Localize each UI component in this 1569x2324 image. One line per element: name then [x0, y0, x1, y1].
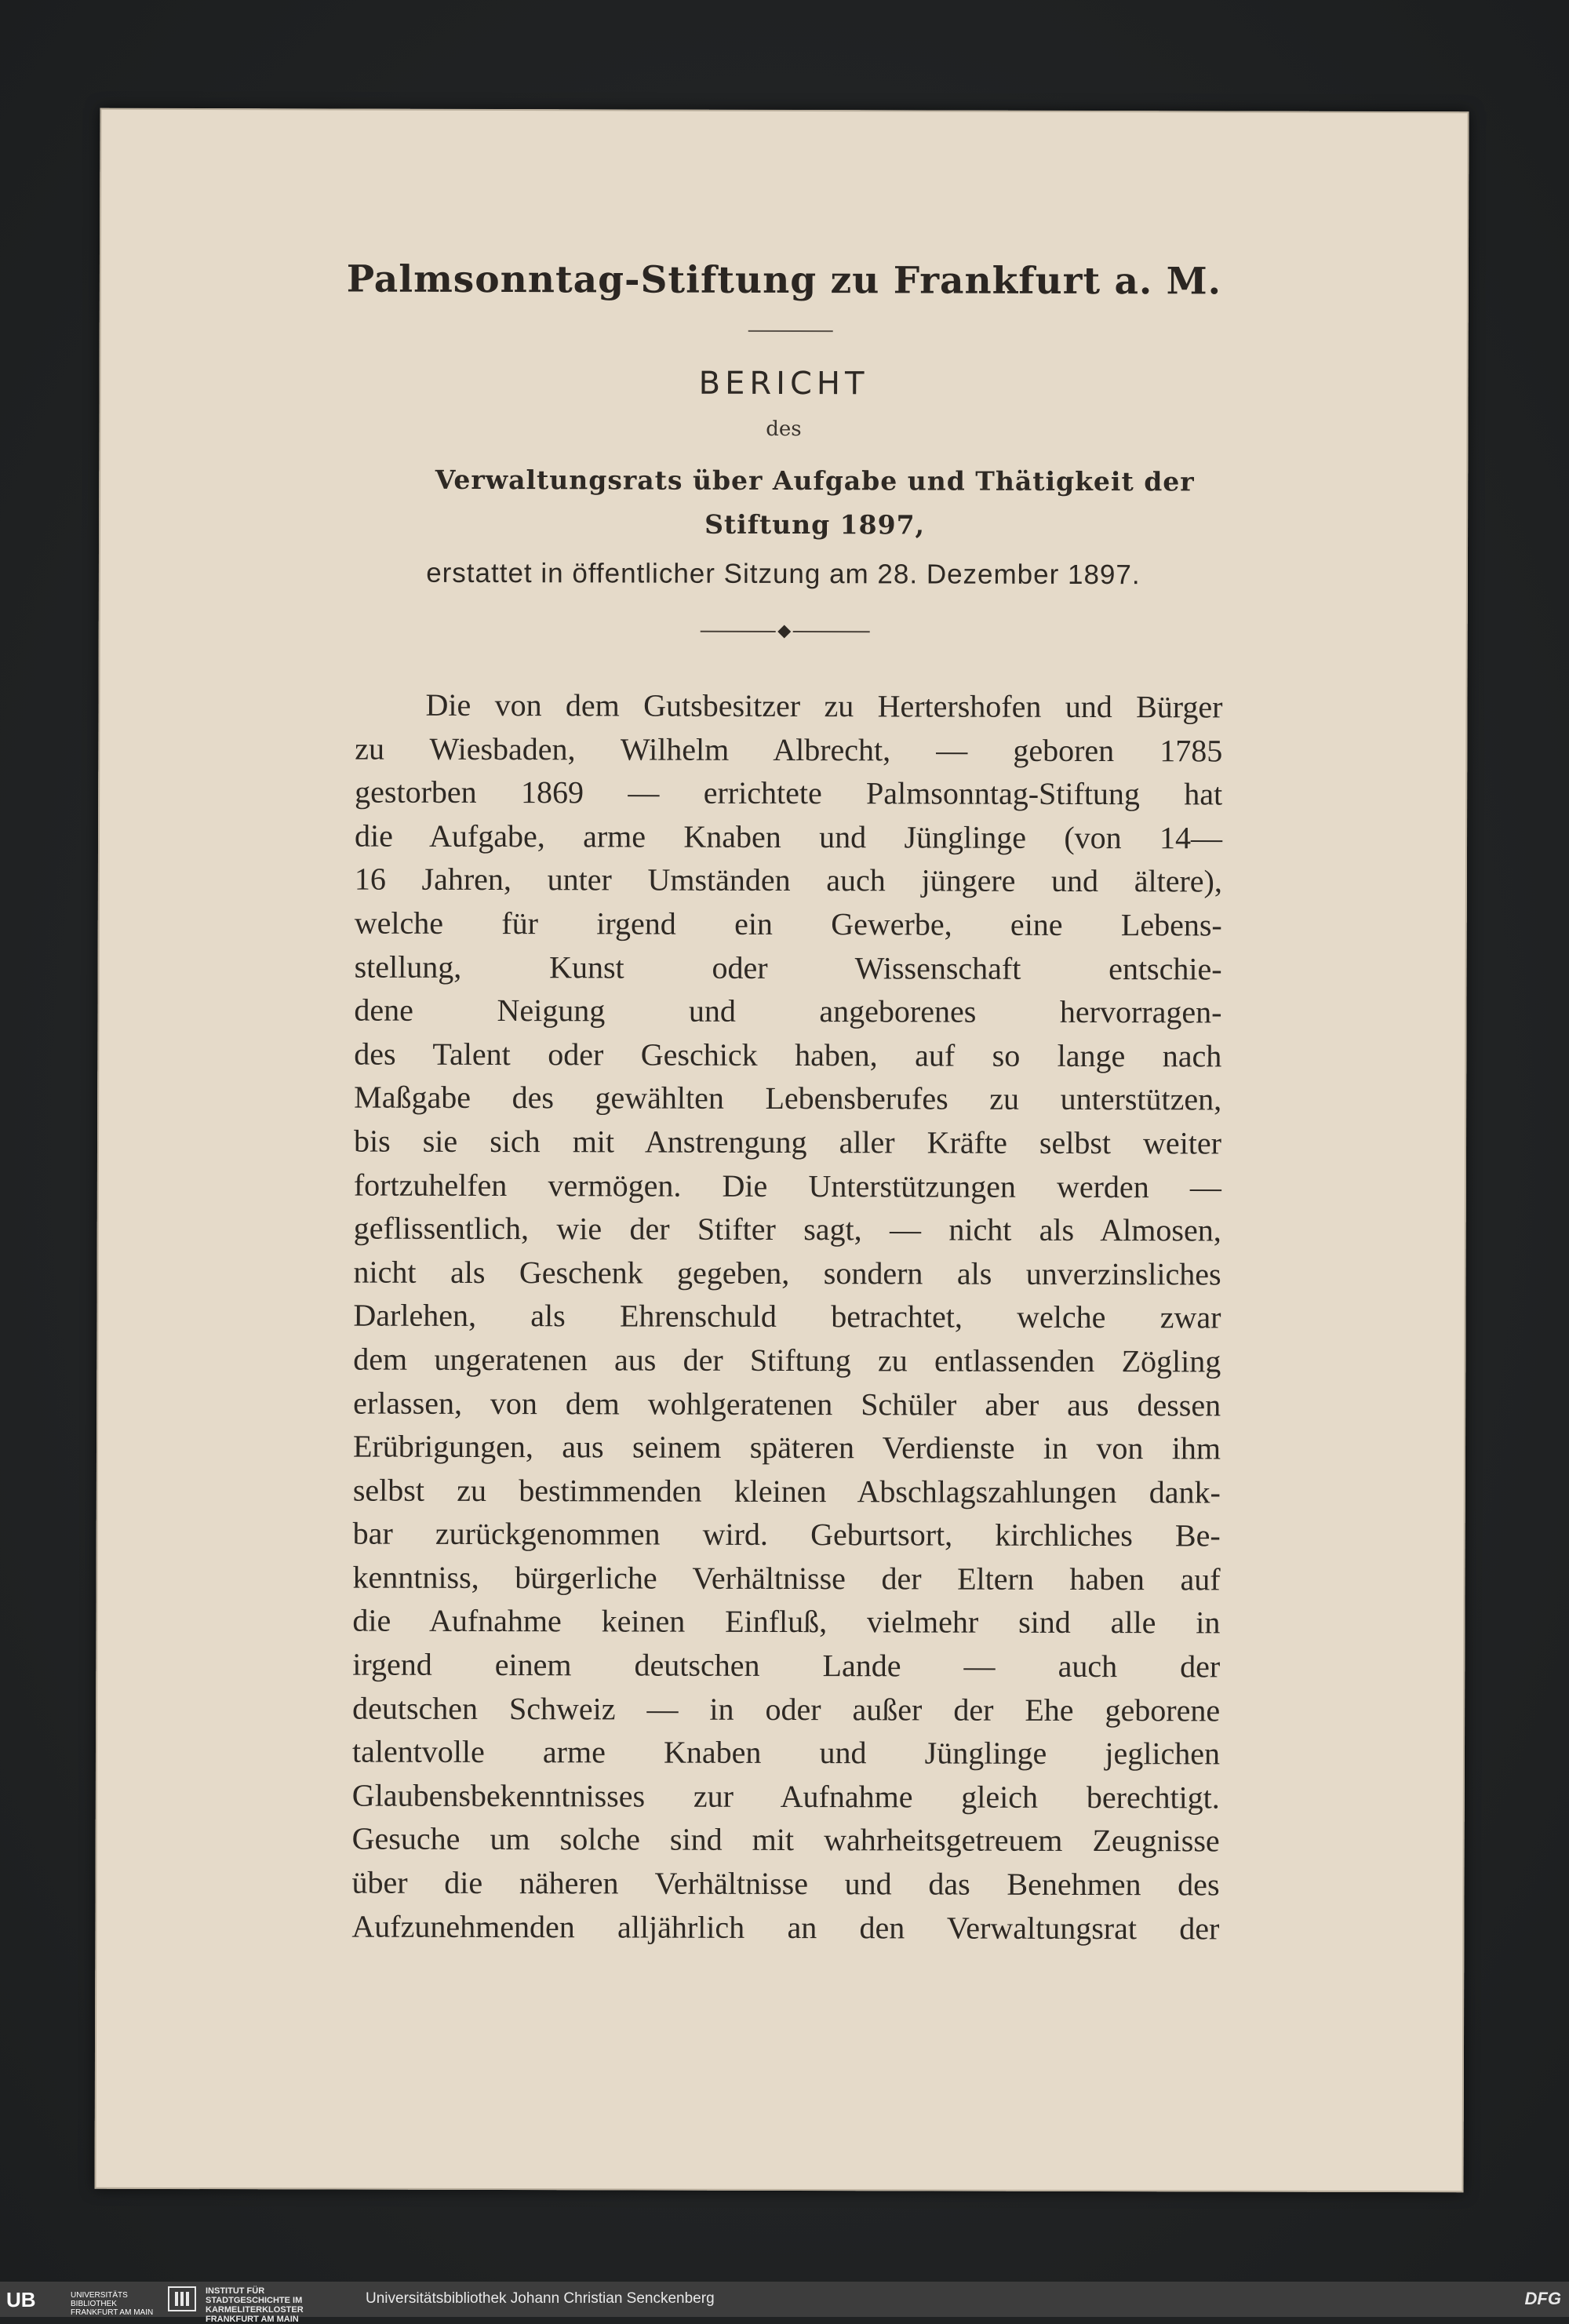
- body-line: Erübrigungen, aus seinem späteren Verdienste in von ihm: [352, 1428, 1221, 1466]
- report-heading: BERICHT: [698, 365, 869, 403]
- body-line: nicht als Geschenk gegeben, sondern als unverzinsliches: [353, 1254, 1221, 1292]
- body-line: irgend einem deutschen Lande — auch der: [352, 1646, 1221, 1685]
- body-line: kenntniss, bürgerliche Verhältnisse der Eltern haben auf: [352, 1559, 1221, 1597]
- body-line: fortzuhelfen vermögen. Die Unterstützungen werden —: [353, 1167, 1221, 1204]
- body-line: geflissentlich, wie der Stifter sagt, — nicht als Almosen,: [353, 1210, 1221, 1248]
- body-line: bis sie sich mit Anstrengung aller Kräfte selbst weiter: [353, 1123, 1222, 1161]
- ub-logo[interactable]: [6, 2288, 154, 2317]
- document-page: [95, 108, 1469, 2193]
- body-line: dene Neigung und angeborenes hervorragen-: [354, 992, 1222, 1030]
- body-line: Maßgabe des gewählten Lebensberufes zu unterstützen,: [354, 1079, 1222, 1117]
- body-line: Die von dem Gutsbesitzer zu Hertershofen und Bürger: [425, 687, 1223, 725]
- body-text: [351, 683, 1222, 1951]
- isg-logo-text: INSTITUT FÜR STADTGESCHICHTE IM KARMELITERKLOSTER FRANKFURT AM MAIN: [206, 2286, 304, 2324]
- body-line: die Aufgabe, arme Knaben und Jünglinge (von 14—: [354, 818, 1223, 856]
- footer-bar: [0, 2282, 1569, 2324]
- body-line: Glaubensbekenntnisses zur Aufnahme gleich berechtigt.: [351, 1777, 1220, 1816]
- body-line: gestorben 1869 — errichtete Palmsonntag-Stiftung hat: [355, 774, 1223, 812]
- body-line: zu Wiesbaden, Wilhelm Albrecht, — geboren 1785: [355, 730, 1223, 769]
- body-line: dem ungeratenen aus der Stiftung zu entlassenden Zögling: [353, 1341, 1221, 1379]
- body-line: talentvolle arme Knaben und Jünglinge jeglichen: [351, 1733, 1221, 1772]
- isg-emblem-icon[interactable]: [168, 2286, 196, 2311]
- ub-logo-subtext: UNIVERSITÄTS BIBLIOTHEK FRANKFURT AM MAIN: [71, 2291, 154, 2317]
- subtitle-line-2: Stiftung 1897,: [704, 508, 926, 541]
- title-rule: [748, 330, 833, 332]
- des-line: des: [766, 417, 802, 442]
- body-line: stellung, Kunst oder Wissenschaft entschie-: [354, 949, 1222, 987]
- body-line: die Aufnahme keinen Einfluß, vielmehr sind alle in: [352, 1603, 1221, 1641]
- body-line: 16 Jahren, unter Umständen auch jüngere und ältere),: [354, 861, 1222, 899]
- subtitle-line-1: Verwaltungsrats über Aufgabe und Thätigkeit der: [435, 464, 1195, 497]
- body-line: Aufzunehmenden alljährlich an den Verwaltungsrat der: [351, 1908, 1220, 1947]
- dfg-logo[interactable]: DFG: [1524, 2289, 1561, 2308]
- ub-logo-text: UB: [6, 2288, 36, 2311]
- body-line: des Talent oder Geschick haben, auf so lange nach: [354, 1036, 1222, 1074]
- document-title: Palmsonntag-Stiftung zu Frankfurt a. M.: [346, 257, 1222, 304]
- body-line: deutschen Schweiz — in oder außer der Ehe geborene: [352, 1690, 1221, 1728]
- body-line: Darlehen, als Ehrenschuld betrachtet, welche zwar: [353, 1297, 1221, 1335]
- body-line: selbst zu bestimmenden kleinen Abschlagszahlungen dank-: [352, 1472, 1221, 1510]
- library-credit[interactable]: Universitätsbibliothek Johann Christian Senckenberg: [366, 2290, 715, 2307]
- body-line: über die näheren Verhältnisse und das Benehmen des: [351, 1864, 1220, 1903]
- body-line: bar zurückgenommen wird. Geburtsort, kirchliches Be-: [352, 1515, 1221, 1554]
- body-line: erlassen, von dem wohlgeratenen Schüler aber aus dessen: [353, 1385, 1221, 1422]
- body-line: Gesuche um solche sind mit wahrheitsgetreuem Zeugnisse: [351, 1821, 1220, 1859]
- ornament-divider: [701, 626, 870, 638]
- body-line: welche für irgend ein Gewerbe, eine Lebens-: [354, 905, 1222, 943]
- dateline: erstattet in öffentlicher Sitzung am 28. Dezember 1897.: [426, 557, 1141, 591]
- report-subtitle: [334, 458, 1295, 548]
